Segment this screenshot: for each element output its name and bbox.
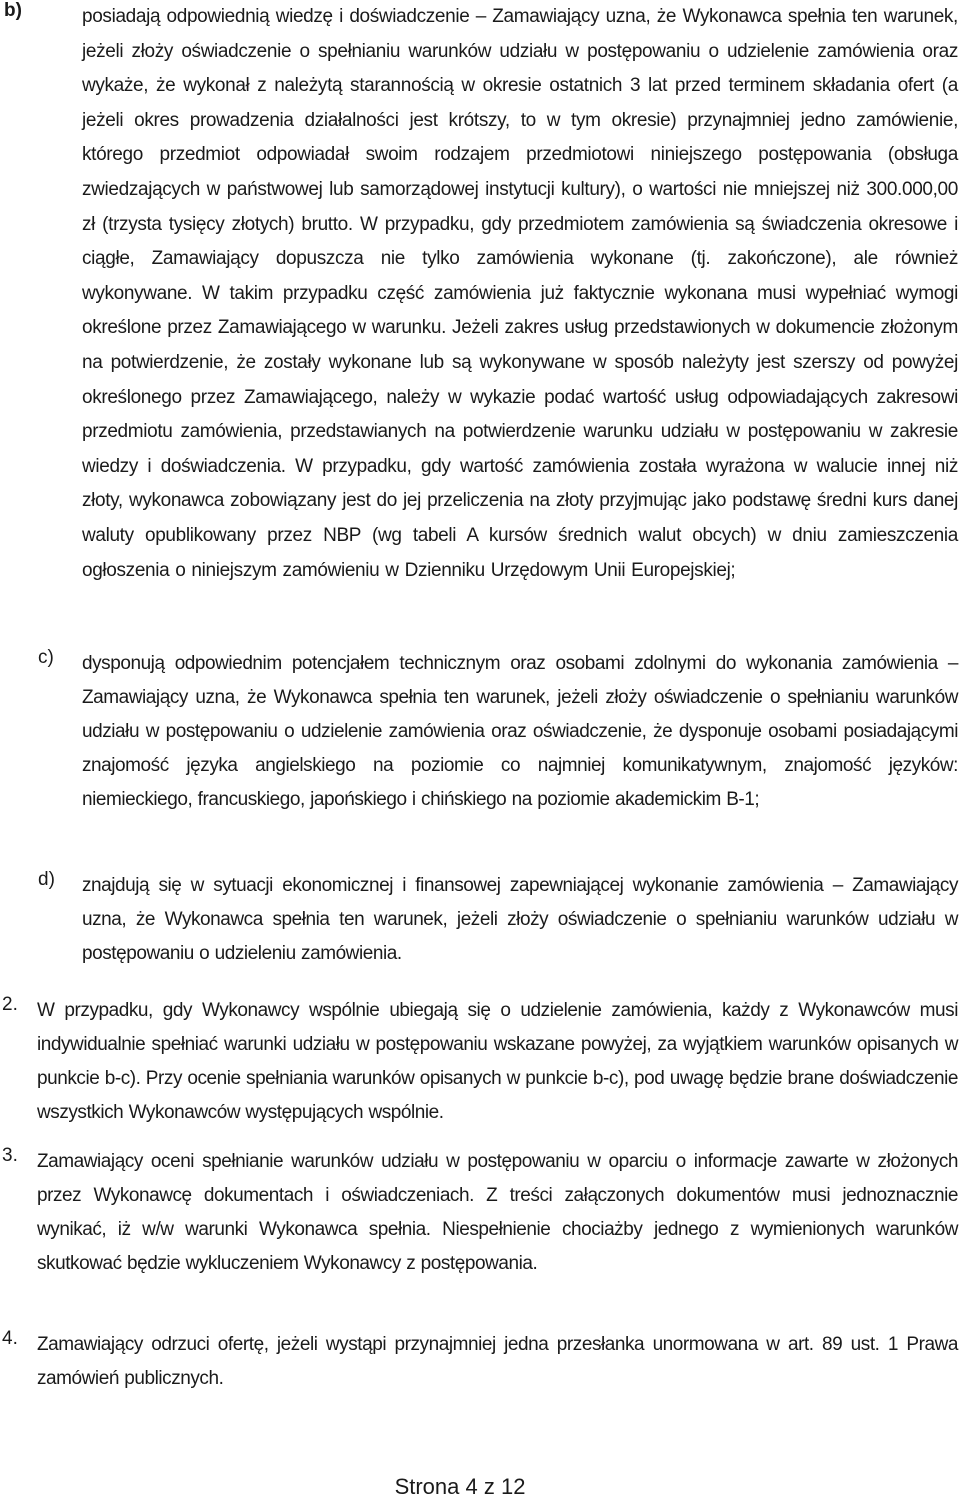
list-item-text: dysponują odpowiednim potencjałem technicznym oraz osobami zdolnymi do wykonania zamówienia – Zamawiający uzna, że Wykonawca spełnia ten warunek, jeżeli złoży oświadczenie o spełnianiu warunków udziału w postępowaniu o udzielenie zamówienia oraz oświadczenie, że dysponuje osobami posiadającymi znajomość języka angielskiego na poziomie co najmniej komunikatywnym, znajomość języków: niemieckiego, francuskiego, japońskiego i chińskiego na poziomie akademickim B-1; (82, 653, 958, 810)
paragraph-number: 2. (2, 994, 18, 1015)
numbered-paragraph-4 (0, 1328, 958, 1396)
list-item-b (4, 0, 958, 588)
paragraph-number: 4. (2, 1328, 18, 1349)
list-marker: b) (4, 0, 22, 21)
list-item-text: znajdują się w sytuacji ekonomicznej i finansowej zapewniającej wykonanie zamówienia – Zamawiający uzna, że Wykonawca spełnia ten warunek, jeżeli złoży oświadczenie o spełnianiu warunków udziału w postępowaniu o udzieleniu zamówienia. (82, 875, 958, 964)
page-number-footer: Strona 4 z 12 (394, 1474, 526, 1499)
list-item-d (38, 869, 958, 971)
numbered-paragraph-2 (0, 994, 958, 1130)
numbered-paragraph-3 (0, 1145, 958, 1281)
paragraph-text: W przypadku, gdy Wykonawcy wspólnie ubiegają się o udzielenie zamówienia, każdy z Wykonawców musi indywidualnie spełniać warunki udziału w postępowaniu wskazane powyżej, za wyjątkiem warunków opisanych w punkcie b-c). Przy ocenie spełniania warunków opisanych w punkcie b-c), pod uwagę będzie brane doświadczenie wszystkich Wykonawców występujących wspólnie. (37, 1000, 958, 1123)
list-item-text: posiadają odpowiednią wiedzę i doświadczenie – Zamawiający uzna, że Wykonawca spełnia ten warunek, jeżeli złoży oświadczenie o spełnianiu warunków udziału w postępowaniu o udzielenie zamówienia oraz wykaże, że wykonał z należytą starannością w okresie ostatnich 3 lat przed terminem składania ofert (a jeżeli okres prowadzenia działalności jest krótszy, to w tym okresie) przynajmniej jedno zamówienie, którego przedmiot odpowiadał swoim rodzajem przedmiotowi niniejszego postępowania (obsługa zwiedzających w państwowej lub samorządowej instytucji kultury), o wartości nie mniejszej niż 300.000,00 zł (trzysta tysięcy złotych) brutto. W przypadku, gdy przedmiotem zamówienia są świadczenia okresowe i ciągłe, Zamawiający dopuszcza nie tylko zamówienia wykonane (tj. zakończone), ale również wykonywane. W takim przypadku część zamówienia już faktycznie wykonana musi wypełniać wymogi określone przez Zamawiającego w warunku. Jeżeli zakres usług przedstawionych w dokumencie złożonym na potwierdzenie, że zostały wykonane lub są wykonywane w sposób należyty jest szerszy od powyżej określonego przez Zamawiającego, należy w wykazie podać wartość usług odpowiadających zakresowi przedmiotu zamówienia, przedstawianych na potwierdzenie warunku udziału w postępowaniu w zakresie wiedzy i doświadczenia. W przypadku, gdy wartość zamówienia została wyrażona w walucie innej niż złoty, wykonawca zobowiązany jest do jej przeliczenia na złoty przyjmując jako podstawę średni kurs danej waluty opublikowany przez NBP (wg tabeli A kursów średnich walut obcych) w dniu zamieszczenia ogłoszenia o niniejszym zamówieniu w Dzienniku Urzędowym Unii Europejskiej; (82, 6, 958, 581)
list-item-c (38, 647, 958, 817)
list-marker: d) (38, 869, 55, 890)
paragraph-number: 3. (2, 1145, 18, 1166)
list-marker: c) (38, 647, 54, 668)
paragraph-text: Zamawiający odrzuci ofertę, jeżeli wystąpi przynajmniej jedna przesłanka unormowana w art. 89 ust. 1 Prawa zamówień publicznych. (37, 1334, 958, 1389)
paragraph-text: Zamawiający oceni spełnianie warunków udziału w postępowaniu w oparciu o informacje zawarte w złożonych przez Wykonawcę dokumentach i oświadczeniach. Z treści załączonych dokumentów musi jednoznacznie wynikać, iż w/w warunki Wykonawca spełnia. Niespełnienie chociażby jednego z wymienionych warunków skutkować będzie wykluczeniem Wykonawcy z postępowania. (37, 1151, 958, 1274)
